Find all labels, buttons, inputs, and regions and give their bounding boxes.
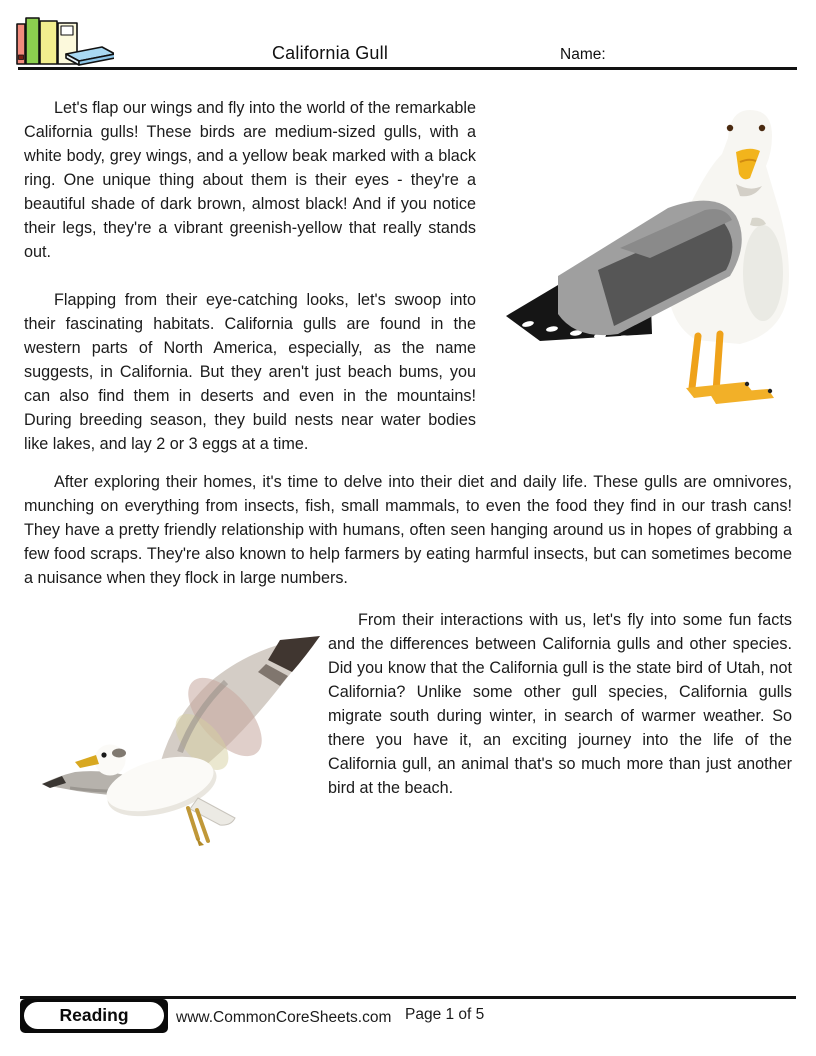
- paragraph-habitat: Flapping from their eye-catching looks, let's swoop into their fascinating habitats. California gulls are found in the western parts of North America, especially, as the name suggests, in California. But they aren't just beach bums, you can also find them in deserts and even in the mountains! During breeding season, they build nests near water bodies like lakes, and lay 2 or 3 eggs at a time.: [24, 291, 476, 453]
- header-divider: [18, 67, 797, 70]
- name-label: Name:: [560, 46, 606, 63]
- category-badge-pill: [24, 1002, 164, 1029]
- category-badge-label: Reading: [59, 1005, 129, 1025]
- flying-gull-image: [30, 612, 330, 847]
- page-title: California Gull: [271, 43, 389, 63]
- books-stack-logo-icon: [14, 10, 114, 68]
- paragraph-diet: After exploring their homes, it's time to delve into their diet and daily life. These gulls are omnivores, munching on everything from insects, fish, small mammals, to even the food they find in our trash cans! They have a pretty friendly relationship with humans, often seen hanging around us in hopes of grabbing a few food scraps. They're also known to help farmers by eating harmful insects, but can sometimes become a nuisance when they flock in large numbers.: [24, 473, 792, 587]
- page-number: Page 1 of 5: [405, 1006, 485, 1023]
- paragraph-fun-facts: From their interactions with us, let's fly into some fun facts and the differences between California gulls and other species. Did you know that the California gull is the state bird of Utah, not California? Unlike some other gull species, California gulls migrate south during winter, in search of warmer weather. So there you have it, an exciting journey into the life of the California gull, an animal that's so much more than just another bird at the beach.: [328, 611, 792, 797]
- website-link: www.CommonCoreSheets.com: [176, 1009, 392, 1026]
- category-badge: [20, 999, 168, 1033]
- paragraph-appearance: Let's flap our wings and fly into the world of the remarkable California gulls! These birds are medium-sized gulls, with a white body, grey wings, and a yellow beak marked with a black ring. One unique thing about them is their eyes - they're a beautiful shade of dark brown, almost black! And if you notice their legs, they're a vibrant greenish-yellow that really stands out.: [24, 99, 476, 261]
- standing-gull-image: [500, 98, 800, 413]
